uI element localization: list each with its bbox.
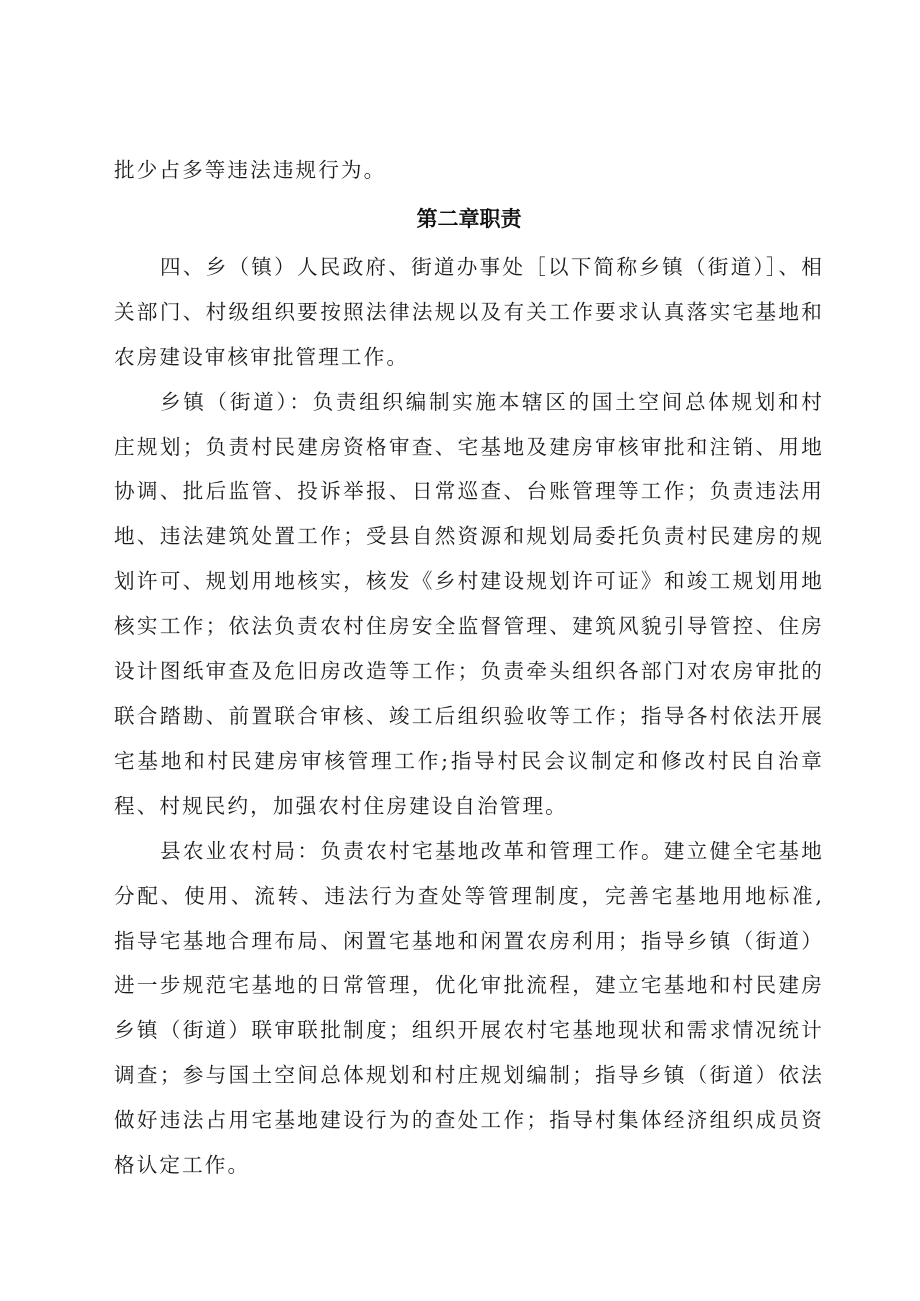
continuation-text: 批少占多等违法违规行为。	[114, 158, 387, 182]
paragraph-township-duties: 乡镇（街道）：负责组织编制实施本辖区的国土空间总体规划和村庄规划；负责村民建房资格审查、宅基地及建房审核审批和注销、用地协调、批后监管、投诉举报、日常巡查、台账管理等工作；负责违法用地、违法建筑处置工作；受县自然资源和规划局委托负责村民建房的规划许可、规划用地核实，核发《乡村建设规划许可证》和竣工规划用地核实工作；依法负责农村住房安全监督管理、建筑风貌引导管控、住房设计图纸审查及危旧房改造等工作；负责牵头组织各部门对农房审批的联合踏勘、前置联合审核、竣工后组织验收等工作；指导各村依法开展宅基地和村民建房审核管理工作;指导村民会议制定和修改村民自治章程、村规民约，加强农村住房建设自治管理。	[114, 389, 824, 818]
document-body	[114, 148, 824, 1188]
paragraph-article-4: 四、乡（镇）人民政府、街道办事处［以下简称乡镇（街道）］、相关部门、村级组织要按照法律法规以及有关工作要求认真落实宅基地和农房建设审核审批管理工作。	[114, 254, 824, 369]
paragraph-agriculture-bureau-duties: 县农业农村局：负责农村宅基地改革和管理工作。建立健全宅基地分配、使用、流转、违法行为查处等管理制度，完善宅基地用地标准,指导宅基地合理布局、闲置宅基地和闲置农房利用；指导乡镇（街道）进一步规范宅基地的日常管理，优化审批流程，建立宅基地和村民建房乡镇（街道）联审联批制度；组织开展农村宅基地现状和需求情况统计调查；参与国土空间总体规划和村庄规划编制；指导乡镇（街道）依法做好违法占用宅基地建设行为的查处工作；指导村集体经济组织成员资格认定工作。	[114, 838, 824, 1178]
chapter-title: 第二章职责	[416, 206, 522, 231]
